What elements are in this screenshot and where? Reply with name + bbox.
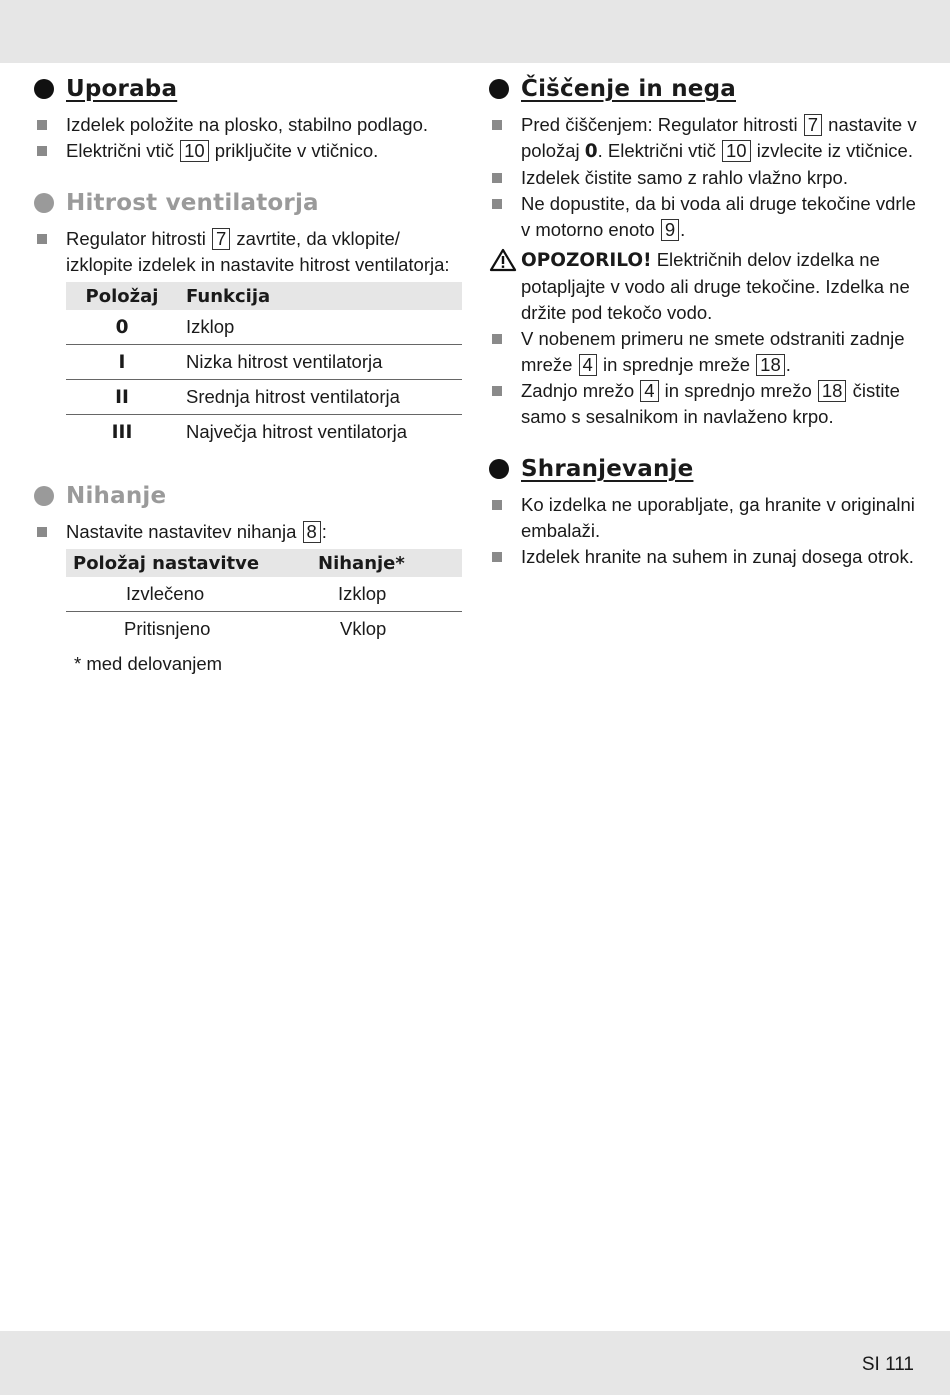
footer-band: [0, 1331, 950, 1395]
speed-table: [66, 282, 462, 449]
table-cell: Največja hitrost ventilatorja: [186, 421, 408, 442]
list-item: [489, 378, 919, 430]
section-nihanje-heading: [34, 479, 464, 515]
item-text: Nastavite nastavitev nihanja: [66, 521, 302, 542]
table-row: [66, 380, 462, 415]
item-text: nastavite v položaj: [521, 114, 917, 161]
part-number-box: 18: [818, 380, 847, 402]
item-text: in sprednjo mrežo: [659, 380, 817, 401]
page-number: SI 111: [861, 1354, 914, 1375]
table-header: Položaj nastavitve: [66, 549, 318, 577]
table-row: [66, 310, 462, 345]
header-band: [0, 0, 950, 63]
section-uporaba-heading: [34, 72, 464, 108]
table-header: Položaj: [66, 282, 178, 310]
warning-text: Električnih delov izdelka ne potapljajte v vodo ali druge tekočine. Izdelka ne držite pod tekočo vodo.: [521, 249, 910, 323]
item-text: :: [321, 521, 327, 542]
item-text: Izdelek položite na plosko, stabilno podlago.: [66, 114, 429, 135]
item-text: zavrtite, da vklopite/ izklopite izdelek in nastavite hitrost ventilatorja:: [66, 228, 450, 275]
table-cell: I: [66, 345, 178, 380]
part-number-box: 7: [212, 228, 230, 250]
circle-bullet-icon: [489, 79, 509, 99]
circle-bullet-icon: [34, 193, 54, 213]
list-item: [489, 326, 919, 378]
hitrost-list: [34, 226, 464, 278]
table-row: [66, 577, 462, 612]
circle-bullet-icon: [34, 486, 54, 506]
table-cell: III: [111, 421, 133, 443]
item-text: Izdelek hranite na suhem in zunaj dosega otrok.: [521, 546, 914, 567]
footnote: * med delovanjem: [74, 653, 223, 674]
uporaba-list: [34, 112, 464, 164]
circle-bullet-icon: [489, 459, 509, 479]
part-number-box: 8: [303, 521, 321, 543]
item-text: Ko izdelka ne uporabljate, ga hranite v originalni embalaži.: [521, 494, 915, 541]
table-cell: Srednja hitrost ventilatorja: [178, 380, 462, 415]
part-number-box: 7: [804, 114, 822, 136]
table-cell: Nizka hitrost ventilatorja: [178, 345, 462, 380]
table-cell: Izklop: [178, 310, 462, 345]
item-text: V nobenem primeru ne smete odstraniti zadnje mreže: [521, 328, 905, 375]
item-text: in sprednje mreže: [597, 354, 756, 375]
part-number-box: 10: [180, 140, 209, 162]
left-column: [34, 72, 464, 678]
list-item: [489, 191, 919, 243]
item-text: čistite samo s sesalnikom in navlaženo krpo.: [521, 380, 900, 427]
nihanje-list: [34, 519, 464, 545]
list-item: [34, 226, 464, 278]
table-header-row: [66, 549, 462, 577]
table-header: Funkcija: [178, 282, 462, 310]
part-number-box: 9: [661, 219, 679, 241]
list-item: [34, 138, 464, 164]
section-ciscenje-heading: [489, 72, 919, 108]
list-item: [489, 112, 919, 165]
section-title: Čiščenje in nega: [521, 76, 736, 102]
bold-value: 0: [584, 141, 598, 162]
list-item: [489, 492, 919, 544]
list-item: [489, 544, 919, 570]
right-column: [489, 72, 919, 570]
section-hitrost-heading: [34, 186, 464, 222]
item-text: Ne dopustite, da bi voda ali druge tekočine vdrle v motorno enoto: [521, 193, 916, 240]
table-header-row: [66, 282, 462, 310]
item-text: Izdelek čistite samo z rahlo vlažno krpo.: [521, 167, 848, 188]
list-item: [489, 165, 919, 191]
section-title: Shranjevanje: [521, 456, 694, 482]
table-row: [66, 345, 462, 380]
section-shranjevanje-heading: [489, 452, 919, 488]
warning-block: [489, 247, 919, 326]
item-text: .: [680, 219, 686, 240]
table-row: [66, 415, 462, 450]
table-cell: Pritisnjeno: [124, 618, 211, 639]
part-number-box: 4: [579, 354, 597, 376]
list-item: [34, 112, 464, 138]
oscillation-table: [66, 549, 462, 646]
item-text: Električni vtič: [66, 140, 180, 161]
part-number-box: 10: [722, 140, 751, 162]
circle-bullet-icon: [34, 79, 54, 99]
table-cell: Izvlečeno: [66, 577, 318, 612]
shranjevanje-list: [489, 492, 919, 570]
part-number-box: 18: [756, 354, 785, 376]
warning-label: OPOZORILO!: [521, 250, 652, 271]
item-text: .: [785, 354, 791, 375]
part-number-box: 4: [640, 380, 658, 402]
table-cell: II: [66, 380, 178, 415]
table-header: Nihanje*: [318, 549, 462, 577]
warning-triangle-icon: [489, 248, 517, 272]
section-title: Hitrost ventilatorja: [66, 190, 319, 216]
table-cell: 0: [66, 310, 178, 345]
table-cell: Izklop: [318, 577, 462, 612]
table-cell: Vklop: [340, 618, 387, 639]
list-item: [34, 519, 464, 545]
item-text: . Električni vtič: [597, 140, 721, 161]
item-text: Pred čiščenjem: Regulator hitrosti: [521, 114, 803, 135]
ciscenje-list-2: [489, 326, 919, 430]
section-title: Nihanje: [66, 483, 167, 509]
table-row: [66, 612, 462, 647]
item-text: Regulator hitrosti: [66, 228, 211, 249]
item-text: Zadnjo mrežo: [521, 380, 640, 401]
section-title: Uporaba: [66, 76, 178, 102]
ciscenje-list: [489, 112, 919, 243]
item-text: izvlecite iz vtičnice.: [751, 140, 913, 161]
item-text: priključite v vtičnico.: [209, 140, 379, 161]
